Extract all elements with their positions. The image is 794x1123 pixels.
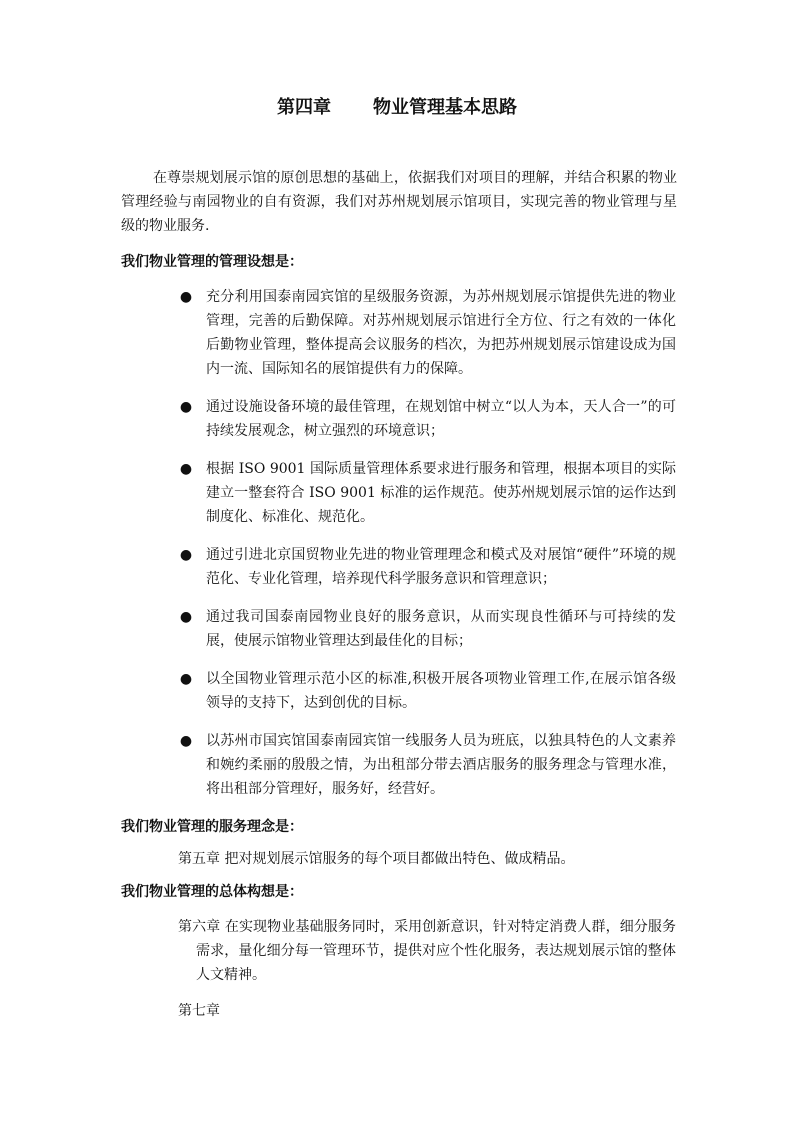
list-item bbox=[176, 667, 676, 715]
chapter-six-paragraph: 第六章 在实现物业基础服务同时，采用创新意识，针对特定消费人群，细分服务需求，量化细分每一管理环节，提供对应个性化服务，表达规划展示馆的整体人文精神。 bbox=[178, 919, 676, 983]
list-item bbox=[176, 729, 676, 801]
list-item-text: 通过设施设备环境的最佳管理，在规划馆中树立“以人为本，天人合一”的可持续发展观念，树立强烈的环境意识； bbox=[206, 399, 676, 439]
list-item-text: 以苏州市国宾馆国泰南园宾馆一线服务人员为班底，以独具特色的人文素养和婉约柔丽的殷殷之情，为出租部分带去酒店服务的服务理念与管理水准，将出租部分管理好，服务好，经营好。 bbox=[206, 733, 676, 797]
list-item bbox=[176, 395, 676, 443]
management-concept-list bbox=[176, 285, 676, 815]
chapter-five-paragraph: 第五章 把对规划展示馆服务的每个项目都做出特色、做成精品。 bbox=[178, 851, 575, 867]
chapter-title-text: 物业管理基本思路 bbox=[373, 97, 517, 118]
bullet-icon: ● bbox=[179, 547, 193, 563]
list-item-text: 通过我司国泰南园物业良好的服务意识，从而实现良性循环与可持续的发展，使展示馆物业管理达到最佳化的目标； bbox=[206, 609, 676, 649]
list-item bbox=[176, 285, 676, 381]
management-concept-heading: 我们物业管理的管理设想是： bbox=[121, 254, 303, 270]
bullet-icon: ● bbox=[179, 289, 193, 305]
bullet-icon: ● bbox=[179, 461, 193, 477]
intro-paragraph: 在尊崇规划展示馆的原创思想的基础上，依据我们对项目的理解，并结合积累的物业管理经验与南园物业的自有资源，我们对苏州规划展示馆项目，实现完善的物业管理与星级的物业服务. bbox=[121, 170, 677, 234]
list-item-text: 以全国物业管理示范小区的标准,积极开展各项物业管理工作,在展示馆各级领导的支持下，达到创优的目标。 bbox=[206, 671, 676, 711]
list-item-text: 充分利用国泰南园宾馆的星级服务资源，为苏州规划展示馆提供先进的物业管理，完善的后勤保障。对苏州规划展示馆进行全方位、行之有效的一体化后勤物业管理，整体提高会议服务的档次，为把苏州规划展示馆建设成为国内一流、国际知名的展馆提供有力的保障。 bbox=[206, 289, 676, 377]
chapter-title bbox=[0, 96, 794, 120]
chapter-title-number: 第四章 bbox=[277, 97, 331, 118]
list-item bbox=[176, 605, 676, 653]
service-concept-heading: 我们物业管理的服务理念是： bbox=[121, 819, 303, 835]
overall-concept-heading: 我们物业管理的总体构想是： bbox=[121, 884, 303, 900]
list-item-text: 根据 ISO 9001 国际质量管理体系要求进行服务和管理，根据本项目的实际建立一整套符合 ISO 9001 标准的运作规范。使苏州规划展示馆的运作达到制度化、标准化、规范化。 bbox=[206, 461, 676, 525]
bullet-icon: ● bbox=[179, 399, 193, 415]
list-item bbox=[176, 543, 676, 591]
bullet-icon: ● bbox=[179, 671, 193, 687]
bullet-icon: ● bbox=[179, 609, 193, 625]
chapter-seven-paragraph: 第七章 bbox=[178, 1003, 220, 1019]
list-item-text: 通过引进北京国贸物业先进的物业管理理念和模式及对展馆“硬件”环境的规范化、专业化管理，培养现代科学服务意识和管理意识； bbox=[206, 547, 676, 587]
bullet-icon: ● bbox=[179, 733, 193, 749]
list-item bbox=[176, 457, 676, 529]
